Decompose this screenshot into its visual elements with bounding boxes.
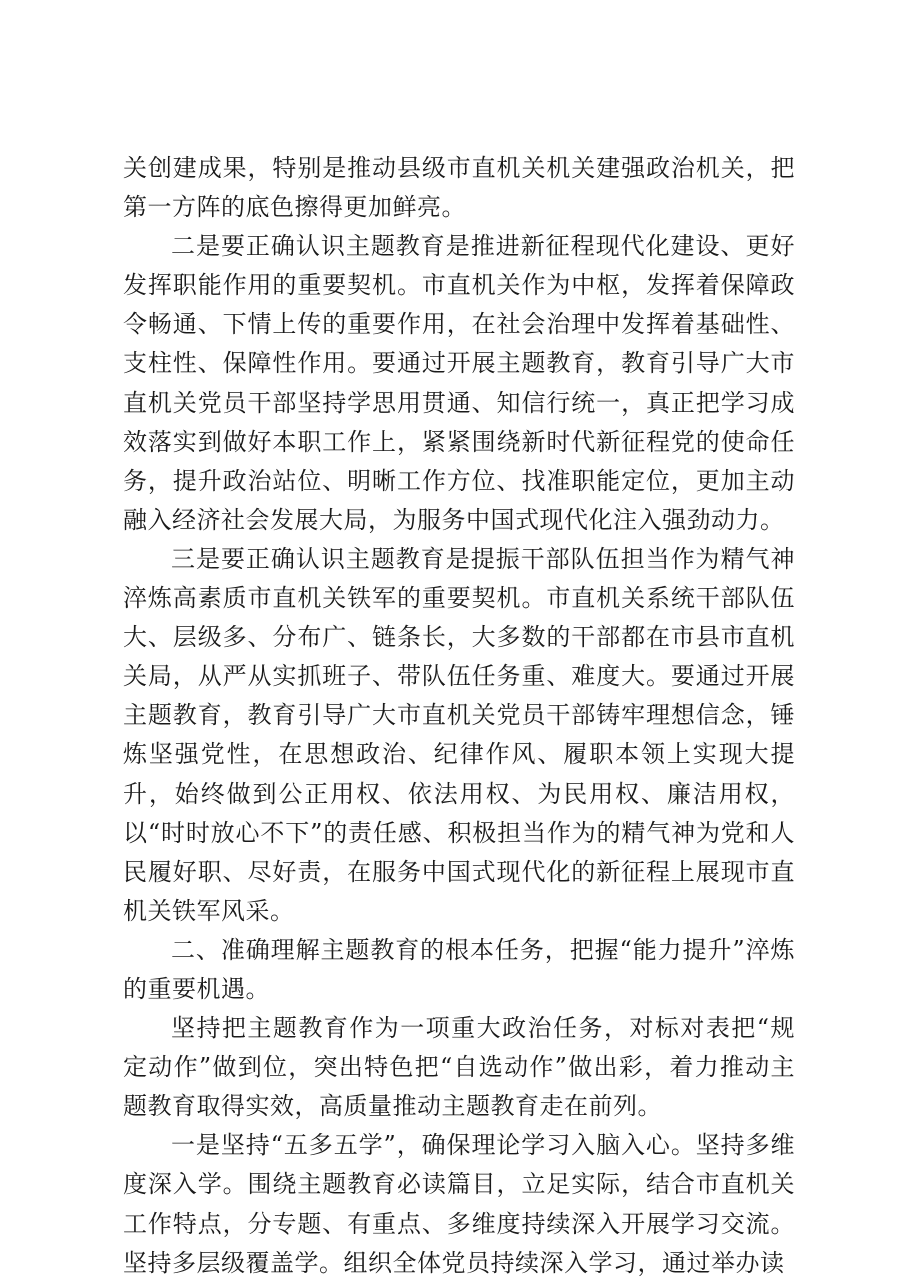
- paragraph-2: 二是要正确认识主题教育是推进新征程现代化建设、更好发挥职能作用的重要契机。市直机关作为中枢，发挥着保障政令畅通、下情上传的重要作用，在社会治理中发挥着基础性、支柱性、保障性作用。要通过开展主题教育，教育引导广大市直机关党员干部坚持学思用贯通、知信行统一，真正把学习成效落实到做好本职工作上，紧紧围绕新时代新征程党的使命任务，提升政治站位、明晰工作方位、找准职能定位，更加主动融入经济社会发展大局，为服务中国式现代化注入强劲动力。: [123, 232, 795, 534]
- paragraph-3: 三是要正确认识主题教育是提振干部队伍担当作为精气神淬炼高素质市直机关铁军的重要契机。市直机关系统干部队伍大、层级多、分布广、链条长，大多数的干部都在市县市直机关局，从严从实抓班子、带队伍任务重、难度大。要通过开展主题教育，教育引导广大市直机关党员干部铸牢理想信念，锤炼坚强党性，在思想政治、纪律作风、履职本领上实现大提升，始终做到公正用权、依法用权、为民用权、廉洁用权，以“时时放心不下”的责任感、积极担当作为的精气神为党和人民履好职、尽好责，在服务中国式现代化的新征程上展现市直机关铁军风采。: [123, 544, 795, 925]
- section-heading: 二、准确理解主题教育的根本任务，把握“能力提升”淬炼的重要机遇。: [123, 935, 795, 1003]
- paragraph-4: 坚持把主题教育作为一项重大政治任务，对标对表把“规定动作”做到位，突出特色把“自选动作”做出彩，着力推动主题教育取得实效，高质量推动主题教育走在前列。: [123, 1014, 795, 1121]
- paragraph-5: 一是坚持“五多五学”，确保理论学习入脑入心。坚持多维度深入学。围绕主题教育必读篇目，立足实际，结合市直机关工作特点，分专题、有重点、多维度持续深入开展学习交流。坚持多层级覆盖学。组织全体党员持续深入学习，通过举办读: [123, 1131, 795, 1277]
- document-body: [123, 149, 795, 1283]
- paragraph-1: 关创建成果，特别是推动县级市直机关机关建强政治机关，把第一方阵的底色擦得更加鲜亮。: [123, 154, 795, 222]
